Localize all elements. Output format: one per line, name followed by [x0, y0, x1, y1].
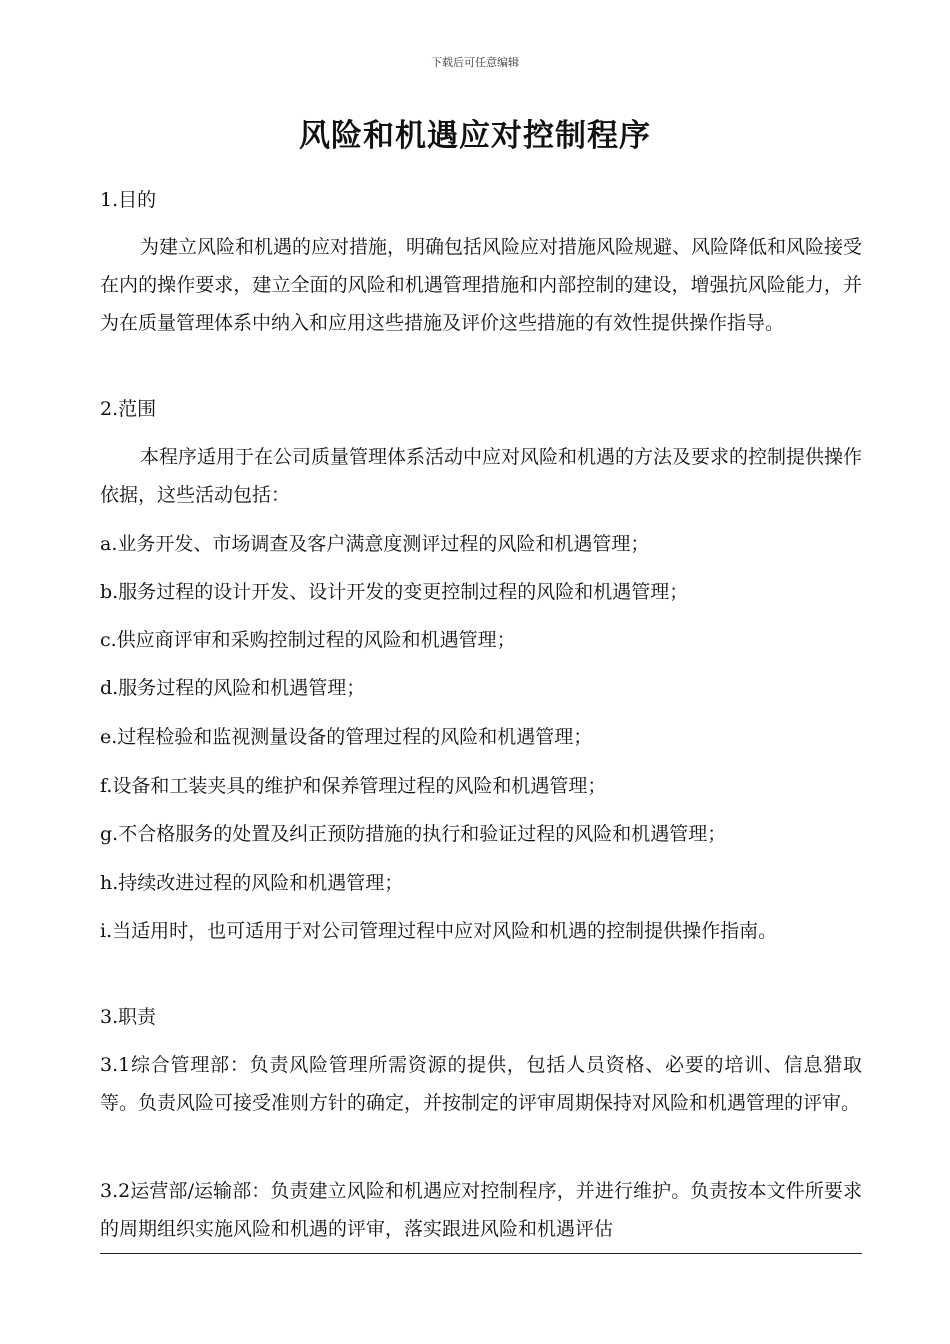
purpose-paragraph: 为建立风险和机遇的应对措施，明确包括风险应对措施风险规避、风险降低和风险接受在内的操作要求，建立全面的风险和机遇管理措施和内部控制的建设，增强抗风险能力，并为在质量管理体系中纳入和应用这些措施及评价这些措施的有效性提供操作指导。: [100, 236, 863, 334]
responsibility-item-3-2: 3.2运营部/运输部：负责建立风险和机遇应对控制程序，并进行维护。负责按本文件所要求的周期组织实施风险和机遇的评审，落实跟进风险和机遇评估: [100, 1180, 862, 1240]
section-heading-scope: 2.范围: [100, 398, 157, 420]
scope-item-a: a.业务开发、市场调查及客户满意度测评过程的风险和机遇管理；: [100, 533, 650, 555]
scope-item-f: f.设备和工装夹具的维护和保养管理过程的风险和机遇管理；: [100, 775, 607, 797]
scope-item-g: g.不合格服务的处置及纠正预防措施的执行和验证过程的风险和机遇管理；: [100, 823, 727, 845]
scope-item-d: d.服务过程的风险和机遇管理；: [100, 677, 366, 699]
section-heading-responsibility: 3.职责: [100, 1006, 157, 1028]
header-note: 下载后可任意编辑: [431, 56, 519, 69]
scope-item-b: b.服务过程的设计开发、设计开发的变更控制过程的风险和机遇管理；: [100, 581, 689, 603]
scope-item-c: c.供应商评审和采购控制过程的风险和机遇管理；: [100, 629, 516, 651]
responsibility-item-3-1: 3.1综合管理部：负责风险管理所需资源的提供，包括人员资格、必要的培训、信息猎取等。负责风险可接受准则方针的确定，并按制定的评审周期保持对风险和机遇管理的评审。: [100, 1054, 862, 1114]
scope-item-h: h.持续改进过程的风险和机遇管理；: [100, 872, 404, 894]
scope-item-i: i.当适用时，也可适用于对公司管理过程中应对风险和机遇的控制提供操作指南。: [100, 920, 778, 942]
document-title: 风险和机遇应对控制程序: [299, 118, 651, 154]
footer-divider: [100, 1253, 862, 1254]
scope-item-e: e.过程检验和监视测量设备的管理过程的风险和机遇管理；: [100, 726, 593, 748]
scope-paragraph: 本程序适用于在公司质量管理体系活动中应对风险和机遇的方法及要求的控制提供操作依据，这些活动包括：: [100, 446, 863, 506]
section-heading-purpose: 1.目的: [100, 189, 157, 211]
